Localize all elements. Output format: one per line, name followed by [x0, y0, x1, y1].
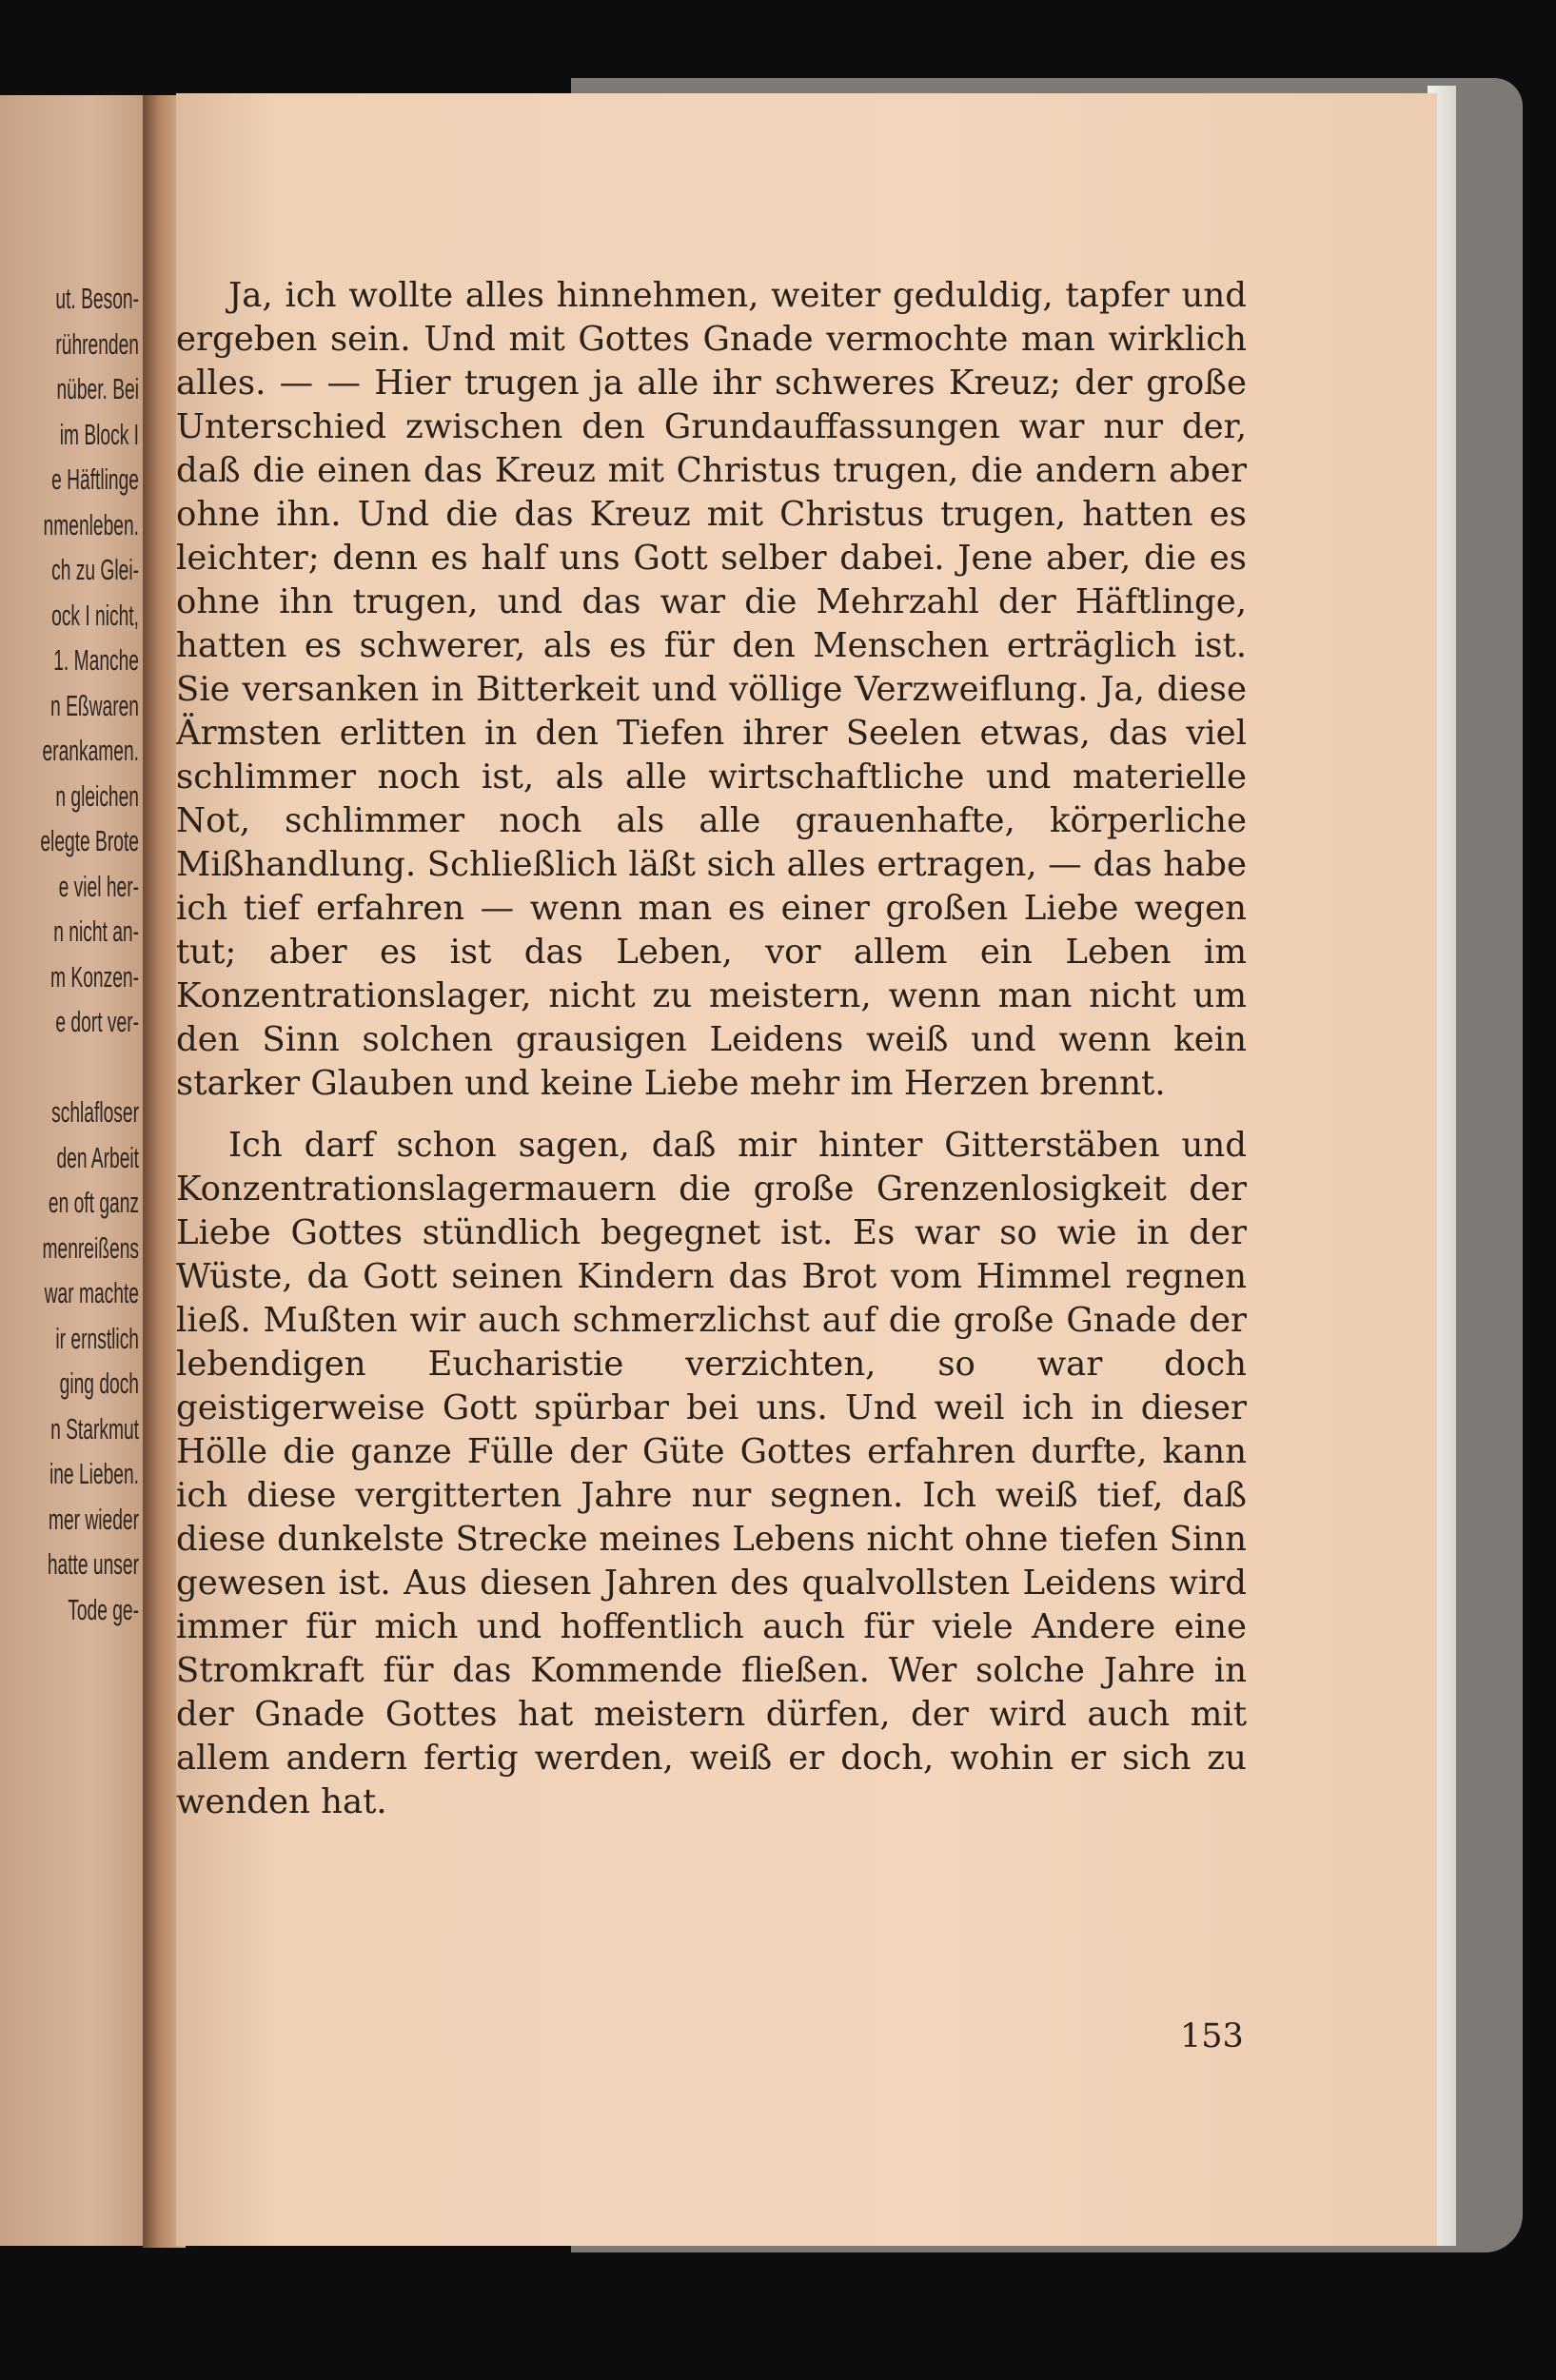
previous-page-line: nüber. Bei: [56, 372, 139, 405]
previous-page-line: mer wieder: [48, 1502, 139, 1536]
book-page: [176, 93, 1437, 2246]
previous-page-line: ock I nicht,: [51, 598, 139, 632]
previous-page-line: m Konzen-: [50, 959, 139, 993]
previous-page-line: schlafloser: [51, 1095, 139, 1129]
previous-page: [0, 95, 152, 2246]
previous-page-line: ut. Beson-: [55, 282, 139, 315]
page-body: [176, 274, 1247, 1842]
previous-page-line: 1. Manche: [53, 643, 139, 677]
previous-page-line: ging doch: [59, 1367, 139, 1400]
previous-page-line: den Arbeit: [56, 1140, 139, 1174]
previous-page-line: n Eßwaren: [50, 688, 139, 722]
previous-page-line: e viel her-: [58, 869, 139, 903]
previous-page-line: Tode ge-: [68, 1592, 139, 1626]
previous-page-line: erankamen.: [42, 734, 140, 767]
previous-page-line: nmenleben.: [43, 507, 139, 541]
previous-page-line: [0, 1045, 139, 1091]
previous-page-text: [0, 276, 139, 1632]
previous-page-line: rührenden: [55, 326, 140, 361]
page-number: 153: [1180, 2017, 1244, 2055]
paragraph-1: Ja, ich wollte alles hinnehmen, weiter geduldig, tapfer und ergeben sein. Und mit Gottes Gnade vermochte man wirklich alles. — — Hier trugen ja alle ihr schweres Kreuz; der große Unterschied zwischen den Grundauffassungen war nur der, daß die einen das Kreuz mit Christus trugen, die andern aber ohne ihn. Und die das Kreuz mit Christus trugen, hatten es leichter; denn es half uns Gott selber dabei. Jene aber, die es ohne ihn trugen, und das war die Mehrzahl der Häftlinge, hatten es schwerer, als es für den Menschen erträglich ist. Sie versanken in Bitterkeit und völlige Verzweiflung. Ja, diese Ärmsten erlitten in den Tiefen ihrer Seelen etwas, das viel schlimmer noch ist, als alle wirtschaftliche und materielle Not, schlimmer noch als alle grauenhafte, körperliche Mißhandlung. Schließlich läßt sich alles ertragen, — das habe ich tief erfahren — wenn man es einer großen Liebe wegen tut; aber es ist das Leben, vor allem ein Leben im Konzentrationslager, nicht zu meistern, wenn man nicht um den Sinn solchen grausigen Leidens weiß und wenn kein starker Glauben und keine Liebe mehr im Herzen brennt.: [176, 276, 1247, 1103]
previous-page-line: hatte unser: [47, 1547, 139, 1581]
previous-page-line: n Starkmut: [50, 1411, 139, 1446]
previous-page-line: menreißens: [42, 1230, 139, 1265]
previous-page-line: ir ernstlich: [55, 1321, 139, 1355]
previous-page-line: n nicht an-: [53, 915, 139, 948]
previous-page-line: n gleichen: [55, 778, 140, 813]
previous-page-line: ine Lieben.: [49, 1457, 139, 1490]
paragraph-2: Ich darf schon sagen, daß mir hinter Gitterstäben und Konzentrationslagermauern die große Grenzenlosigkeit der Liebe Gottes stündlich begegnet ist. Es war so wie in der Wüste, da Gott seinen Kindern das Brot vom Himmel regnen ließ. Mußten wir auch schmerzlichst auf die große Gnade der lebendigen Eucharistie verzichten, so war doch geistigerweise Gott spürbar bei uns. Und weil ich in dieser Hölle die ganze Fülle der Güte Gottes erfahren durfte, kann ich diese vergitterten Jahre nur segnen. Ich weiß tief, daß diese dunkelste Strecke meines Lebens nicht ohne tiefen Sinn gewesen ist. Aus diesen Jahren des qualvollsten Leidens wird immer für mich und hoffentlich auch für viele Andere eine Stromkraft für das Kommende fließen. Wer solche Jahre in der Gnade Gottes hat meistern dürfen, der wird auch mit allem andern fertig werden, weiß er doch, wohin er sich zu wenden hat.: [176, 1126, 1247, 1821]
previous-page-line: en oft ganz: [48, 1186, 139, 1219]
previous-page-line: war machte: [44, 1276, 139, 1309]
previous-page-line: e dort ver-: [55, 1005, 139, 1038]
previous-page-line: e Häftlinge: [51, 462, 140, 496]
previous-page-line: im Block I: [59, 417, 139, 451]
previous-page-line: elegte Brote: [40, 824, 139, 857]
previous-page-line: ch zu Glei-: [51, 553, 139, 586]
